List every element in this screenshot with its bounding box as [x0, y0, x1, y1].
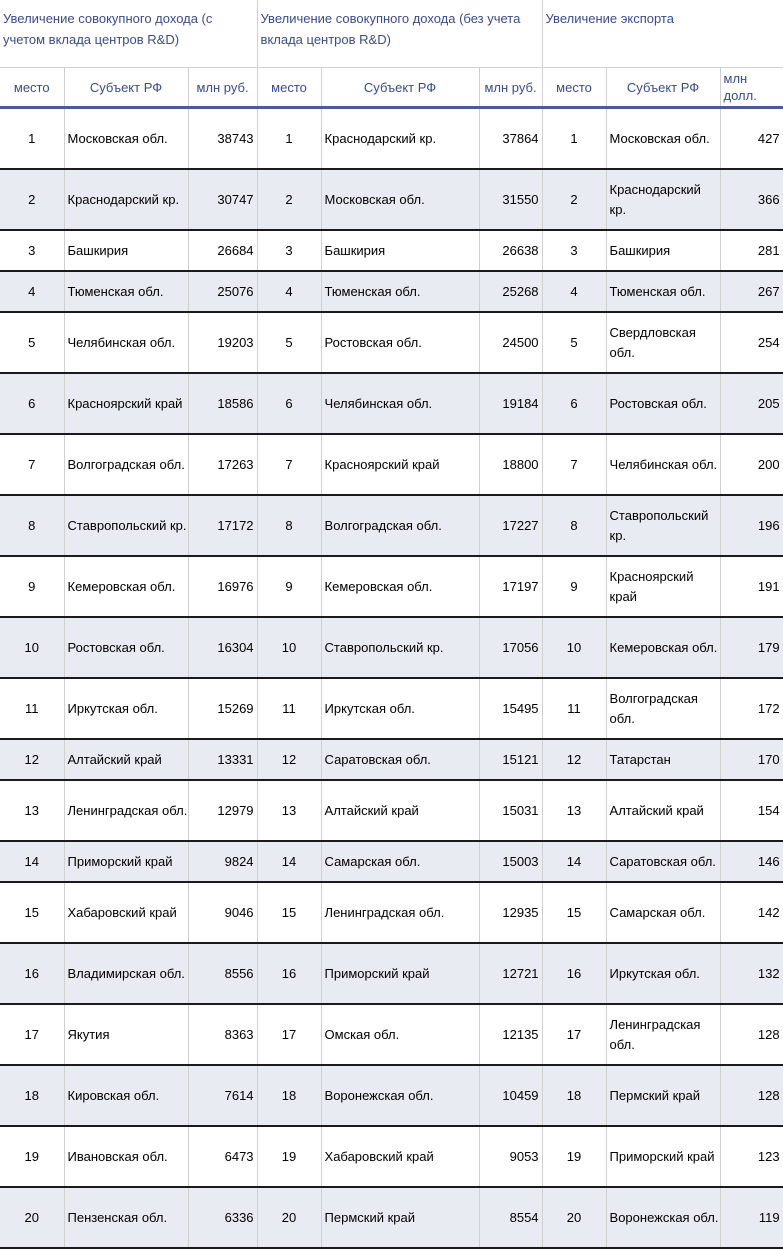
value-cell: 6473 [188, 1126, 257, 1187]
value-cell: 170 [720, 739, 783, 780]
subject-cell: Пензенская обл. [64, 1187, 188, 1248]
subject-cell: Ивановская обл. [64, 1126, 188, 1187]
value-cell: 37864 [479, 108, 542, 170]
subject-cell: Пермский край [606, 1065, 720, 1126]
rank-cell: 10 [257, 617, 321, 678]
subject-cell: Саратовская обл. [321, 739, 479, 780]
value-cell: 15269 [188, 678, 257, 739]
rank-cell: 6 [542, 373, 606, 434]
table-row [0, 271, 783, 312]
col-header-rank: место [542, 68, 606, 108]
rank-cell: 13 [542, 780, 606, 841]
rank-cell: 5 [0, 312, 64, 373]
subject-cell: Ставропольский кр. [606, 495, 720, 556]
col-header-subject: Субъект РФ [321, 68, 479, 108]
value-cell: 196 [720, 495, 783, 556]
rank-cell: 9 [257, 556, 321, 617]
value-cell: 12721 [479, 943, 542, 1004]
value-cell: 25076 [188, 271, 257, 312]
value-cell: 132 [720, 943, 783, 1004]
value-cell: 9046 [188, 882, 257, 943]
rank-cell: 14 [0, 841, 64, 882]
value-cell: 12979 [188, 780, 257, 841]
subject-cell: Красноярский край [321, 434, 479, 495]
subject-cell: Воронежская обл. [321, 1065, 479, 1126]
subject-cell: Приморский край [606, 1126, 720, 1187]
rank-cell: 20 [0, 1187, 64, 1248]
rank-cell: 10 [542, 617, 606, 678]
rank-cell: 5 [542, 312, 606, 373]
rank-cell: 18 [0, 1065, 64, 1126]
rank-cell: 11 [257, 678, 321, 739]
rank-cell: 13 [257, 780, 321, 841]
rank-cell: 2 [0, 169, 64, 230]
subject-cell: Тюменская обл. [606, 271, 720, 312]
rank-cell: 13 [0, 780, 64, 841]
value-cell: 9824 [188, 841, 257, 882]
rank-cell: 10 [0, 617, 64, 678]
table-row [0, 1004, 783, 1065]
rank-cell: 12 [0, 739, 64, 780]
subject-cell: Самарская обл. [606, 882, 720, 943]
value-cell: 15003 [479, 841, 542, 882]
value-cell: 128 [720, 1004, 783, 1065]
subject-cell: Челябинская обл. [64, 312, 188, 373]
value-cell: 179 [720, 617, 783, 678]
rank-cell: 17 [257, 1004, 321, 1065]
rank-cell: 5 [257, 312, 321, 373]
col-header-value-usd: млн долл. [720, 68, 783, 108]
value-cell: 8556 [188, 943, 257, 1004]
subject-cell: Приморский край [64, 841, 188, 882]
subject-cell: Московская обл. [64, 108, 188, 170]
subject-cell: Омская обл. [321, 1004, 479, 1065]
value-cell: 146 [720, 841, 783, 882]
group-header-income-without-rd: Увеличение совокупного дохода (без учета вклада центров R&D) [257, 0, 542, 68]
subject-cell: Кемеровская обл. [321, 556, 479, 617]
table-row [0, 617, 783, 678]
value-cell: 15031 [479, 780, 542, 841]
col-header-rank: место [257, 68, 321, 108]
value-cell: 15121 [479, 739, 542, 780]
subject-cell: Ростовская обл. [321, 312, 479, 373]
value-cell: 16304 [188, 617, 257, 678]
subject-cell: Кировская обл. [64, 1065, 188, 1126]
subject-cell: Ставропольский кр. [64, 495, 188, 556]
rank-cell: 4 [0, 271, 64, 312]
subject-cell: Самарская обл. [321, 841, 479, 882]
rank-cell: 15 [257, 882, 321, 943]
table-row [0, 373, 783, 434]
rank-cell: 8 [257, 495, 321, 556]
rank-cell: 16 [0, 943, 64, 1004]
subject-cell: Московская обл. [321, 169, 479, 230]
col-header-rank: место [0, 68, 64, 108]
value-cell: 26684 [188, 230, 257, 271]
table-row [0, 882, 783, 943]
subject-cell: Кемеровская обл. [64, 556, 188, 617]
subject-cell: Ставропольский кр. [321, 617, 479, 678]
value-cell: 7614 [188, 1065, 257, 1126]
subject-cell: Хабаровский край [321, 1126, 479, 1187]
rank-cell: 14 [542, 841, 606, 882]
rank-cell: 12 [257, 739, 321, 780]
subject-cell: Приморский край [321, 943, 479, 1004]
rank-cell: 4 [257, 271, 321, 312]
rank-cell: 2 [542, 169, 606, 230]
value-cell: 172 [720, 678, 783, 739]
rank-cell: 2 [257, 169, 321, 230]
value-cell: 15495 [479, 678, 542, 739]
col-header-subject: Субъект РФ [64, 68, 188, 108]
rank-cell: 7 [0, 434, 64, 495]
value-cell: 12135 [479, 1004, 542, 1065]
table-row [0, 1187, 783, 1248]
rank-cell: 6 [0, 373, 64, 434]
rank-cell: 14 [257, 841, 321, 882]
column-header-row [0, 68, 783, 108]
rank-cell: 17 [0, 1004, 64, 1065]
table-row [0, 780, 783, 841]
table-row [0, 312, 783, 373]
subject-cell: Ленинградская обл. [321, 882, 479, 943]
value-cell: 123 [720, 1126, 783, 1187]
subject-cell: Волгоградская обл. [606, 678, 720, 739]
subject-cell: Иркутская обл. [321, 678, 479, 739]
subject-cell: Московская обл. [606, 108, 720, 170]
value-cell: 8363 [188, 1004, 257, 1065]
rank-cell: 8 [0, 495, 64, 556]
value-cell: 31550 [479, 169, 542, 230]
subject-cell: Башкирия [606, 230, 720, 271]
subject-cell: Волгоградская обл. [64, 434, 188, 495]
rank-cell: 3 [257, 230, 321, 271]
subject-cell: Свердловская обл. [606, 312, 720, 373]
subject-cell: Ростовская обл. [64, 617, 188, 678]
table-row [0, 943, 783, 1004]
value-cell: 12935 [479, 882, 542, 943]
subject-cell: Татарстан [606, 739, 720, 780]
subject-cell: Башкирия [64, 230, 188, 271]
rank-cell: 1 [542, 108, 606, 170]
table-row [0, 1065, 783, 1126]
rank-cell: 1 [257, 108, 321, 170]
rank-cell: 18 [542, 1065, 606, 1126]
subject-cell: Башкирия [321, 230, 479, 271]
value-cell: 13331 [188, 739, 257, 780]
subject-cell: Якутия [64, 1004, 188, 1065]
subject-cell: Кемеровская обл. [606, 617, 720, 678]
col-header-value-rub: млн руб. [479, 68, 542, 108]
value-cell: 254 [720, 312, 783, 373]
col-header-value-rub: млн руб. [188, 68, 257, 108]
value-cell: 281 [720, 230, 783, 271]
value-cell: 17197 [479, 556, 542, 617]
rank-cell: 20 [257, 1187, 321, 1248]
rank-cell: 15 [542, 882, 606, 943]
subject-cell: Краснодарский кр. [321, 108, 479, 170]
rank-cell: 3 [0, 230, 64, 271]
subject-cell: Тюменская обл. [64, 271, 188, 312]
value-cell: 19203 [188, 312, 257, 373]
table-row [0, 556, 783, 617]
subject-cell: Красноярский край [606, 556, 720, 617]
rank-cell: 12 [542, 739, 606, 780]
subject-cell: Хабаровский край [64, 882, 188, 943]
rank-cell: 20 [542, 1187, 606, 1248]
value-cell: 142 [720, 882, 783, 943]
value-cell: 17172 [188, 495, 257, 556]
value-cell: 366 [720, 169, 783, 230]
value-cell: 200 [720, 434, 783, 495]
subject-cell: Краснодарский кр. [606, 169, 720, 230]
value-cell: 24500 [479, 312, 542, 373]
rank-cell: 9 [0, 556, 64, 617]
table-row [0, 678, 783, 739]
rank-cell: 19 [0, 1126, 64, 1187]
subject-cell: Иркутская обл. [64, 678, 188, 739]
value-cell: 19184 [479, 373, 542, 434]
group-header-row [0, 0, 783, 68]
value-cell: 16976 [188, 556, 257, 617]
subject-cell: Ленинградская обл. [606, 1004, 720, 1065]
rank-cell: 11 [542, 678, 606, 739]
value-cell: 9053 [479, 1126, 542, 1187]
rank-cell: 7 [257, 434, 321, 495]
table-row [0, 739, 783, 780]
col-header-subject: Субъект РФ [606, 68, 720, 108]
value-cell: 427 [720, 108, 783, 170]
table-row [0, 1126, 783, 1187]
subject-cell: Алтайский край [64, 739, 188, 780]
subject-cell: Пермский край [321, 1187, 479, 1248]
rank-cell: 16 [542, 943, 606, 1004]
subject-cell: Краснодарский кр. [64, 169, 188, 230]
value-cell: 267 [720, 271, 783, 312]
value-cell: 17056 [479, 617, 542, 678]
rank-cell: 15 [0, 882, 64, 943]
rank-cell: 16 [257, 943, 321, 1004]
subject-cell: Челябинская обл. [321, 373, 479, 434]
rank-cell: 4 [542, 271, 606, 312]
table-row [0, 434, 783, 495]
rank-cell: 17 [542, 1004, 606, 1065]
value-cell: 205 [720, 373, 783, 434]
value-cell: 17263 [188, 434, 257, 495]
subject-cell: Воронежская обл. [606, 1187, 720, 1248]
rank-cell: 7 [542, 434, 606, 495]
rank-cell: 9 [542, 556, 606, 617]
subject-cell: Ленинградская обл. [64, 780, 188, 841]
subject-cell: Волгоградская обл. [321, 495, 479, 556]
value-cell: 154 [720, 780, 783, 841]
value-cell: 128 [720, 1065, 783, 1126]
value-cell: 38743 [188, 108, 257, 170]
value-cell: 30747 [188, 169, 257, 230]
subject-cell: Владимирская обл. [64, 943, 188, 1004]
table-row [0, 108, 783, 170]
rank-cell: 19 [542, 1126, 606, 1187]
rank-cell: 1 [0, 108, 64, 170]
rank-cell: 18 [257, 1065, 321, 1126]
subject-cell: Челябинская обл. [606, 434, 720, 495]
subject-cell: Алтайский край [321, 780, 479, 841]
rank-cell: 11 [0, 678, 64, 739]
rank-cell: 19 [257, 1126, 321, 1187]
subject-cell: Тюменская обл. [321, 271, 479, 312]
value-cell: 119 [720, 1187, 783, 1248]
value-cell: 6336 [188, 1187, 257, 1248]
rank-cell: 3 [542, 230, 606, 271]
value-cell: 10459 [479, 1065, 542, 1126]
subject-cell: Ростовская обл. [606, 373, 720, 434]
value-cell: 17227 [479, 495, 542, 556]
value-cell: 8554 [479, 1187, 542, 1248]
table-row [0, 495, 783, 556]
rank-cell: 6 [257, 373, 321, 434]
table-row [0, 230, 783, 271]
value-cell: 191 [720, 556, 783, 617]
subject-cell: Саратовская обл. [606, 841, 720, 882]
subject-cell: Красноярский край [64, 373, 188, 434]
subject-cell: Алтайский край [606, 780, 720, 841]
group-header-export: Увеличение экспорта [542, 0, 783, 68]
rank-cell: 8 [542, 495, 606, 556]
subject-cell: Иркутская обл. [606, 943, 720, 1004]
value-cell: 18586 [188, 373, 257, 434]
group-header-income-with-rd: Увеличение совокупного дохода (с учетом вклада центров R&D) [0, 0, 257, 68]
table-row [0, 841, 783, 882]
value-cell: 18800 [479, 434, 542, 495]
value-cell: 26638 [479, 230, 542, 271]
table-row [0, 169, 783, 230]
value-cell: 25268 [479, 271, 542, 312]
